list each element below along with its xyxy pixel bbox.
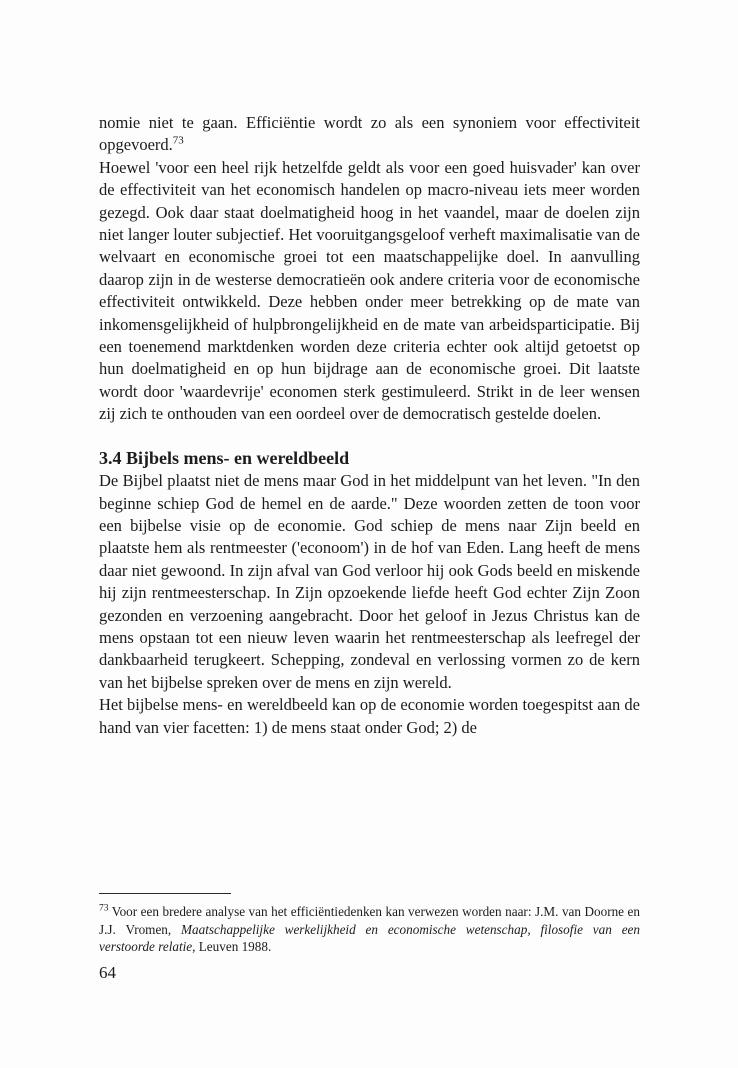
- footnote-text-after: , Leuven 1988.: [192, 939, 272, 955]
- paragraph-vier-facetten: Het bijbelse mens- en wereldbeeld kan op de economie worden toegespitst aan de hand van vier facetten: 1) de mens staat onder God; 2) de: [99, 695, 640, 737]
- paragraph-bijbel-middelpunt: De Bijbel plaatst niet de mens maar God in het middelpunt van het leven. "In den beginne schiep God de hemel en de aarde." Deze woorden zetten de toon voor een bijbelse visie op de economie. God schiep de mens naar Zijn beeld en plaatste hem als rentmeester ('econoom') in de hof van Eden. Lang heeft de mens daar niet gewoond. In zijn afval van God verloor hij ook Gods beeld en miskende hij zijn rentmeesterschap. In Zijn opzoekende liefde heeft God echter Zijn Zoon gezonden en verzoening aangebracht. Door het geloof in Jezus Christus kan de mens opstaan tot een nieuw leven waarin het rentmeesterschap als leefregel der dankbaarheid terugkeert. Schepping, zondeval en verlossing vormen zo de kern van het bijbelse spreken over de mens en zijn wereld.: [99, 471, 640, 692]
- section-heading-3-4: 3.4 Bijbels mens- en wereldbeeld: [99, 447, 350, 468]
- footnote-book-title: Maatschappelijke werkelijkheid en economische wetenschap, filosofie van een verstoorde relatie: [99, 921, 640, 955]
- footnote-marker: 73: [99, 903, 109, 914]
- paragraph-macro-effectiviteit: Hoewel 'voor een heel rijk hetzelfde geldt als voor een goed huisvader' kan over de effectiviteit van het economisch handelen op macro-niveau iets meer worden gezegd. Ook daar staat doelmatigheid hoog in het vaandel, maar de doelen zijn niet langer louter subjectief. Het vooruitgangsgeloof verheft maximalisatie van de welvaart en economische groei tot een maatschappelijke doel. In aanvulling daarop zijn in de westerse democratieën ook andere criteria voor de economische effectiviteit ontwikkeld. Deze hebben onder meer betrekking op de mate van inkomensgelijkheid of hulpbrongelijkheid en de mate van arbeidsparticipatie. Bij een toenemend marktdenken worden deze criteria echter ook altijd getoetst op hun doelmatigheid en op hun bijdrage aan de economische groei. Dit laatste wordt door 'waardevrije' economen sterk gestimuleerd. Strikt in de leer wensen zij zich te onthouden van een oordeel over de democratisch gestelde doelen.: [99, 157, 640, 424]
- footnote-rule: [99, 893, 231, 894]
- paragraph-text: nomie niet te gaan. Efficiëntie wordt zo als een synoniem voor effectiviteit opgevoerd.: [99, 113, 640, 155]
- footnote-73: [99, 903, 640, 956]
- footnote-text-before: Voor een bredere analyse van het efficiëntiedenken kan verwezen worden naar: J.M. van Doorne en J.J. Vromen,: [99, 904, 640, 937]
- paragraph-efficiency-synonym: [99, 112, 640, 157]
- footnote-area: [99, 893, 640, 984]
- footnote-reference-73: 73: [172, 134, 184, 147]
- page-number: 64: [99, 962, 116, 982]
- page-body: [99, 112, 640, 739]
